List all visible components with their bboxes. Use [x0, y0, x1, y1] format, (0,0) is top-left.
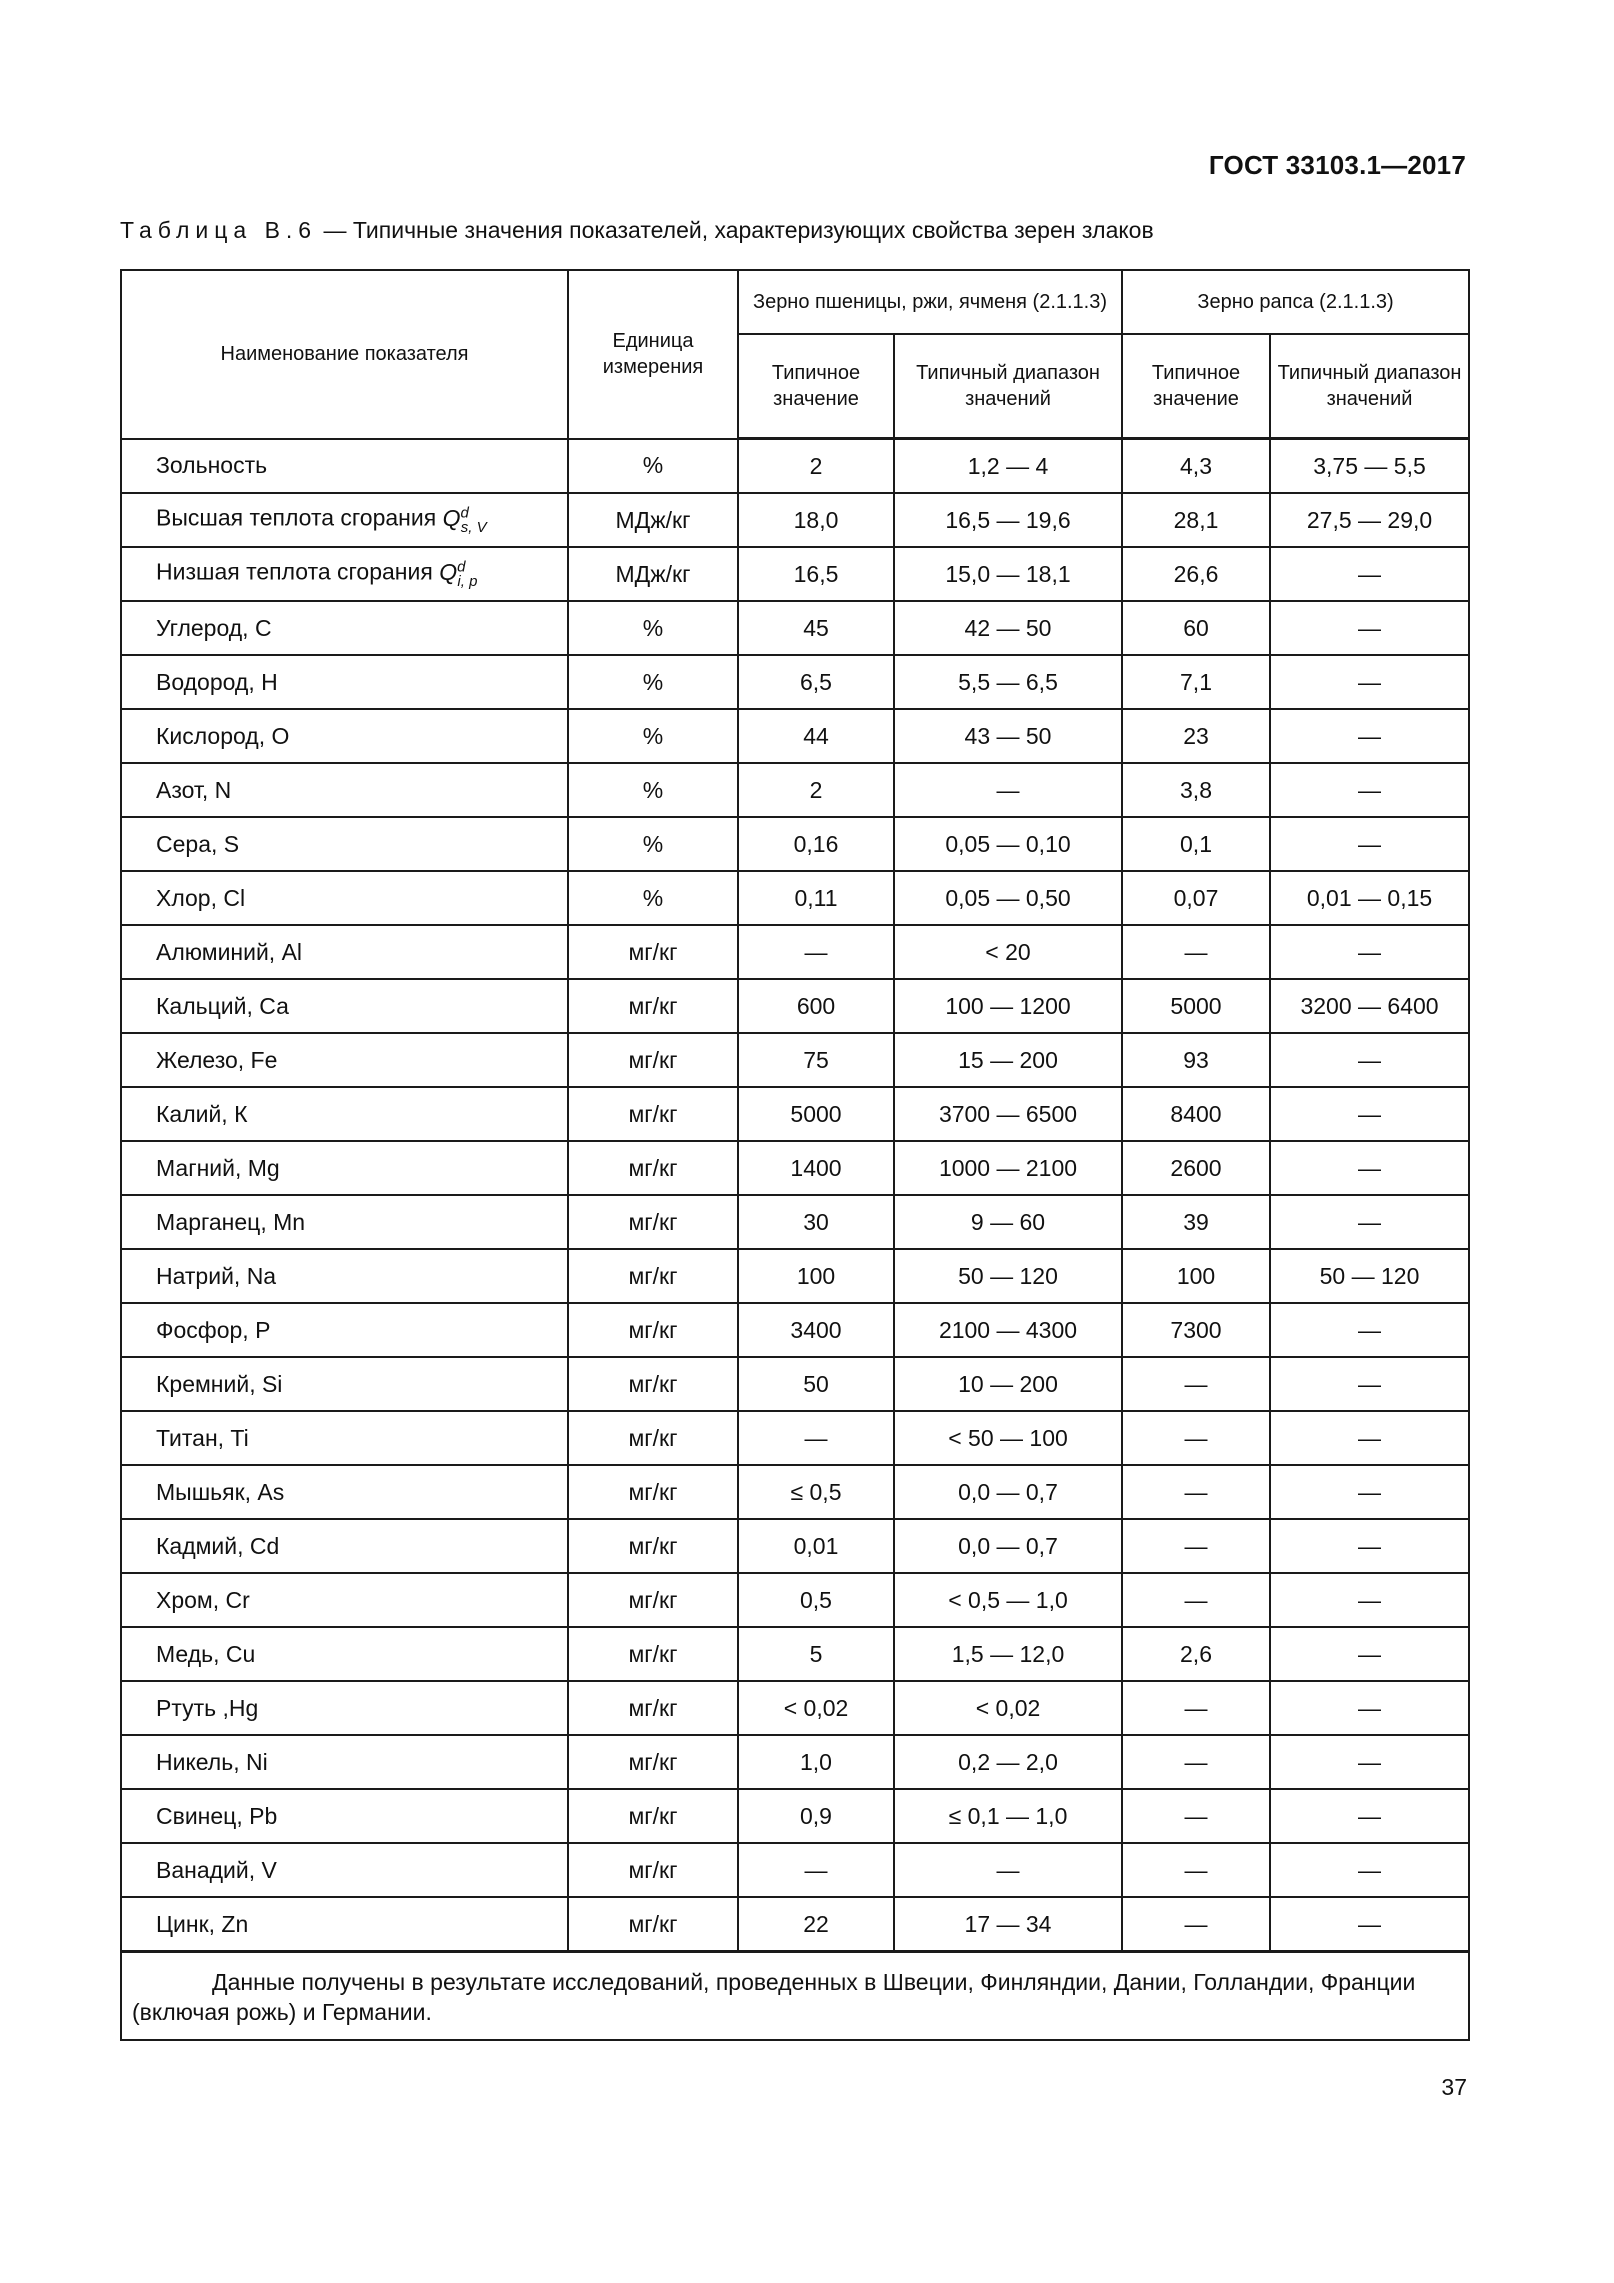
cell-rape-range: —	[1270, 1519, 1469, 1573]
table-row	[121, 601, 1469, 655]
cell-wheat-typical: 2	[738, 439, 894, 494]
cell-wheat-range: 15,0 — 18,1	[894, 547, 1122, 601]
cell-rape-typical: —	[1122, 1681, 1270, 1735]
indicator-name-text: Кислород, О	[156, 722, 290, 749]
indicator-name-text: Хром, Cr	[156, 1586, 250, 1613]
cell-unit: мг/кг	[568, 1573, 738, 1627]
indicator-name-text: Низшая теплота сгорания	[156, 559, 440, 586]
cell-rape-typical: 7300	[1122, 1303, 1270, 1357]
cell-unit: %	[568, 817, 738, 871]
cell-rape-range: —	[1270, 1357, 1469, 1411]
table-row	[121, 1303, 1469, 1357]
cell-rape-typical: 28,1	[1122, 493, 1270, 547]
indicator-name-text: Водород, Н	[156, 668, 278, 695]
indicator-name-text: Кадмий, Cd	[156, 1532, 280, 1559]
cell-unit: мг/кг	[568, 1681, 738, 1735]
page-number: 37	[1441, 2074, 1467, 2100]
cell-wheat-range: 15 — 200	[894, 1033, 1122, 1087]
cell-rape-range: 50 — 120	[1270, 1249, 1469, 1303]
cell-indicator-name	[121, 1789, 568, 1843]
cell-wheat-range: 1000 — 2100	[894, 1141, 1122, 1195]
cell-wheat-typical: 6,5	[738, 655, 894, 709]
cell-unit: %	[568, 871, 738, 925]
cell-wheat-typical: —	[738, 1411, 894, 1465]
cell-unit: %	[568, 709, 738, 763]
cell-wheat-range: —	[894, 1843, 1122, 1897]
cell-wheat-typical: 30	[738, 1195, 894, 1249]
indicator-name-text: Железо, Fe	[156, 1046, 278, 1073]
table-row	[121, 655, 1469, 709]
cell-wheat-typical: 5	[738, 1627, 894, 1681]
cell-unit: %	[568, 601, 738, 655]
table-note	[121, 1952, 1469, 2041]
cell-indicator-name	[121, 871, 568, 925]
cell-rape-range: —	[1270, 1573, 1469, 1627]
cell-wheat-typical: 0,9	[738, 1789, 894, 1843]
cell-wheat-range: —	[894, 763, 1122, 817]
cell-wheat-typical: —	[738, 925, 894, 979]
table-caption	[120, 217, 1154, 244]
cell-unit: мг/кг	[568, 1897, 738, 1952]
cell-rape-typical: —	[1122, 1735, 1270, 1789]
cell-indicator-name	[121, 655, 568, 709]
cell-rape-range: —	[1270, 709, 1469, 763]
cell-wheat-typical: 44	[738, 709, 894, 763]
table-note-row	[121, 1952, 1469, 2041]
symbol-superscript: d	[457, 558, 466, 576]
cell-unit: мг/кг	[568, 925, 738, 979]
indicator-name-text: Фосфор, Р	[156, 1316, 271, 1343]
cell-rape-range: 3200 — 6400	[1270, 979, 1469, 1033]
table-row	[121, 493, 1469, 547]
cell-rape-range: 27,5 — 29,0	[1270, 493, 1469, 547]
indicator-name-text: Мышьяк, As	[156, 1478, 285, 1505]
cell-rape-range: —	[1270, 655, 1469, 709]
cell-indicator-name	[121, 925, 568, 979]
cell-rape-typical: 0,07	[1122, 871, 1270, 925]
header-wheat-range: Типичный диапазон значений	[894, 334, 1122, 439]
table-row	[121, 1789, 1469, 1843]
cell-indicator-name	[121, 1303, 568, 1357]
cell-wheat-typical: 5000	[738, 1087, 894, 1141]
cell-unit: МДж/кг	[568, 493, 738, 547]
cell-wheat-range: 5,5 — 6,5	[894, 655, 1122, 709]
table-row	[121, 1411, 1469, 1465]
indicator-name-text: Ванадий, V	[156, 1856, 277, 1883]
cell-indicator-name	[121, 439, 568, 494]
table-row	[121, 1465, 1469, 1519]
header-group-wheat: Зерно пшеницы, ржи, ячменя (2.1.1.3)	[738, 270, 1122, 334]
cell-wheat-range: 1,2 — 4	[894, 439, 1122, 494]
cell-indicator-name	[121, 1627, 568, 1681]
cell-rape-typical: 3,8	[1122, 763, 1270, 817]
indicator-name-text: Титан, Ti	[156, 1424, 249, 1451]
indicator-name-text: Зольность	[156, 452, 268, 479]
header-unit: Единица измерения	[568, 270, 738, 439]
cell-rape-typical: 26,6	[1122, 547, 1270, 601]
table-row	[121, 1357, 1469, 1411]
table-row	[121, 1141, 1469, 1195]
cell-wheat-range: 17 — 34	[894, 1897, 1122, 1952]
cell-wheat-range: < 20	[894, 925, 1122, 979]
cell-indicator-name	[121, 817, 568, 871]
cell-rape-typical: —	[1122, 1357, 1270, 1411]
cell-rape-range: —	[1270, 1411, 1469, 1465]
cell-wheat-typical: 50	[738, 1357, 894, 1411]
cell-indicator-name	[121, 979, 568, 1033]
indicator-name-text: Цинк, Zn	[156, 1910, 249, 1937]
cell-unit: мг/кг	[568, 1789, 738, 1843]
cell-wheat-range: < 50 — 100	[894, 1411, 1122, 1465]
cell-wheat-typical: 18,0	[738, 493, 894, 547]
cell-wheat-range: 1,5 — 12,0	[894, 1627, 1122, 1681]
cell-wheat-range: 42 — 50	[894, 601, 1122, 655]
cell-unit: мг/кг	[568, 1033, 738, 1087]
cell-rape-range: 0,01 — 0,15	[1270, 871, 1469, 925]
cell-rape-typical: 7,1	[1122, 655, 1270, 709]
heat-value-symbol	[442, 504, 487, 536]
indicator-name-text: Калий, К	[156, 1100, 248, 1127]
cell-wheat-range: 43 — 50	[894, 709, 1122, 763]
cell-indicator-name	[121, 1573, 568, 1627]
cell-wheat-range: 0,0 — 0,7	[894, 1519, 1122, 1573]
table-row	[121, 1087, 1469, 1141]
table-caption-text: — Типичные значения показателей, характеризующих свойства зерен злаков	[317, 217, 1154, 243]
header-rape-typical: Типичное значение	[1122, 334, 1270, 439]
indicator-name-text: Углерод, С	[156, 614, 272, 641]
table-row	[121, 1627, 1469, 1681]
symbol-base: Q	[442, 505, 461, 532]
cell-indicator-name	[121, 1681, 568, 1735]
table-caption-label: Таблица В.6	[120, 217, 318, 243]
cell-wheat-range: 0,05 — 0,10	[894, 817, 1122, 871]
indicator-name-text: Медь, Cu	[156, 1640, 256, 1667]
cell-unit: %	[568, 763, 738, 817]
indicator-name-text: Свинец, Pb	[156, 1802, 278, 1829]
cell-rape-range: —	[1270, 1303, 1469, 1357]
table-row	[121, 763, 1469, 817]
cell-unit: мг/кг	[568, 1519, 738, 1573]
table-row	[121, 817, 1469, 871]
cell-unit: %	[568, 655, 738, 709]
cell-wheat-typical: 1400	[738, 1141, 894, 1195]
table-row	[121, 925, 1469, 979]
cell-wheat-range: 50 — 120	[894, 1249, 1122, 1303]
table-row	[121, 1843, 1469, 1897]
cell-rape-typical: —	[1122, 1465, 1270, 1519]
cell-wheat-range: 100 — 1200	[894, 979, 1122, 1033]
cell-wheat-typical: 2	[738, 763, 894, 817]
cell-wheat-typical: —	[738, 1843, 894, 1897]
cell-rape-typical: 39	[1122, 1195, 1270, 1249]
cell-rape-range: —	[1270, 817, 1469, 871]
table-row	[121, 547, 1469, 601]
cell-indicator-name	[121, 1465, 568, 1519]
cell-indicator-name	[121, 547, 568, 601]
cell-unit: мг/кг	[568, 1141, 738, 1195]
cell-rape-typical: 2600	[1122, 1141, 1270, 1195]
cell-wheat-typical: 16,5	[738, 547, 894, 601]
indicator-name-text: Магний, Mg	[156, 1154, 280, 1181]
cell-unit: мг/кг	[568, 1357, 738, 1411]
cell-indicator-name	[121, 763, 568, 817]
cell-wheat-typical: < 0,02	[738, 1681, 894, 1735]
indicator-name-text: Ртуть ,Hg	[156, 1694, 259, 1721]
cell-indicator-name	[121, 1033, 568, 1087]
symbol-superscript: d	[460, 504, 469, 522]
table-body	[121, 439, 1469, 2041]
cell-indicator-name	[121, 1195, 568, 1249]
cell-rape-typical: 5000	[1122, 979, 1270, 1033]
cell-unit: мг/кг	[568, 1411, 738, 1465]
cell-rape-typical: —	[1122, 1789, 1270, 1843]
indicator-name-text: Хлор, Cl	[156, 884, 246, 911]
cell-rape-typical: 2,6	[1122, 1627, 1270, 1681]
header-wheat-typical: Типичное значение	[738, 334, 894, 439]
cell-rape-range: —	[1270, 601, 1469, 655]
cell-wheat-range: 16,5 — 19,6	[894, 493, 1122, 547]
cell-wheat-range: ≤ 0,1 — 1,0	[894, 1789, 1122, 1843]
cell-indicator-name	[121, 1249, 568, 1303]
cell-rape-range: —	[1270, 1627, 1469, 1681]
cell-rape-typical: —	[1122, 925, 1270, 979]
cell-rape-range: —	[1270, 1681, 1469, 1735]
cell-unit: мг/кг	[568, 1465, 738, 1519]
cell-rape-range: —	[1270, 1465, 1469, 1519]
table-row	[121, 709, 1469, 763]
table-row	[121, 979, 1469, 1033]
cell-wheat-typical: 3400	[738, 1303, 894, 1357]
table-row	[121, 871, 1469, 925]
cell-rape-range: 3,75 — 5,5	[1270, 439, 1469, 494]
table-row	[121, 1519, 1469, 1573]
cell-rape-range: —	[1270, 1141, 1469, 1195]
cell-rape-range: —	[1270, 1789, 1469, 1843]
cell-wheat-range: 3700 — 6500	[894, 1087, 1122, 1141]
cell-rape-typical: 100	[1122, 1249, 1270, 1303]
cell-wheat-range: 0,2 — 2,0	[894, 1735, 1122, 1789]
cell-rape-typical: 93	[1122, 1033, 1270, 1087]
cell-unit: %	[568, 439, 738, 494]
cell-rape-typical: 4,3	[1122, 439, 1270, 494]
cell-indicator-name	[121, 1897, 568, 1952]
indicator-name-text: Сера, S	[156, 830, 240, 857]
table-note-text: Данные получены в результате исследований, проведенных в Швеции, Финляндии, Дании, Голландии, Франции (включая рожь) и Германии.	[132, 1969, 1416, 2025]
indicator-name-text: Кремний, Si	[156, 1370, 283, 1397]
cell-indicator-name	[121, 1357, 568, 1411]
cell-wheat-typical: ≤ 0,5	[738, 1465, 894, 1519]
cell-wheat-typical: 0,01	[738, 1519, 894, 1573]
cell-indicator-name	[121, 1519, 568, 1573]
cell-wheat-typical: 45	[738, 601, 894, 655]
cell-rape-range: —	[1270, 763, 1469, 817]
cell-indicator-name	[121, 493, 568, 547]
cell-wheat-range: 0,0 — 0,7	[894, 1465, 1122, 1519]
cell-rape-range: —	[1270, 1735, 1469, 1789]
cell-wheat-typical: 0,11	[738, 871, 894, 925]
cell-indicator-name	[121, 1843, 568, 1897]
cell-wheat-typical: 0,5	[738, 1573, 894, 1627]
cell-rape-typical: 23	[1122, 709, 1270, 763]
cell-indicator-name	[121, 1735, 568, 1789]
indicator-name-text: Натрий, Na	[156, 1262, 277, 1289]
cell-wheat-typical: 22	[738, 1897, 894, 1952]
cell-unit: мг/кг	[568, 1627, 738, 1681]
cell-rape-range: —	[1270, 1843, 1469, 1897]
cell-indicator-name	[121, 709, 568, 763]
cell-unit: мг/кг	[568, 1195, 738, 1249]
cell-wheat-typical: 100	[738, 1249, 894, 1303]
table-row	[121, 1897, 1469, 1952]
symbol-base: Q	[439, 559, 458, 586]
symbol-subscript: i, p	[457, 572, 478, 590]
indicator-name-text: Алюминий, Al	[156, 938, 303, 965]
indicator-name-text: Кальций, Са	[156, 992, 289, 1019]
cell-rape-range: —	[1270, 925, 1469, 979]
table-row	[121, 1249, 1469, 1303]
indicator-name-text: Азот, N	[156, 776, 232, 803]
table-row	[121, 439, 1469, 494]
table-row	[121, 1573, 1469, 1627]
cell-unit: мг/кг	[568, 1249, 738, 1303]
document-code: ГОСТ 33103.1—2017	[1208, 150, 1466, 180]
table-row	[121, 1033, 1469, 1087]
header-rape-range: Типичный диапазон значений	[1270, 334, 1469, 439]
cell-indicator-name	[121, 601, 568, 655]
cell-indicator-name	[121, 1087, 568, 1141]
table-row	[121, 1681, 1469, 1735]
cell-unit: мг/кг	[568, 1843, 738, 1897]
cell-unit: МДж/кг	[568, 547, 738, 601]
indicator-name-text: Высшая теплота сгорания	[156, 505, 443, 532]
cell-rape-typical: —	[1122, 1573, 1270, 1627]
table-row	[121, 1735, 1469, 1789]
cell-rape-typical: 0,1	[1122, 817, 1270, 871]
cell-rape-typical: 8400	[1122, 1087, 1270, 1141]
cell-rape-typical: —	[1122, 1843, 1270, 1897]
cell-wheat-typical: 75	[738, 1033, 894, 1087]
symbol-subscript: s, V	[460, 518, 487, 536]
cell-rape-range: —	[1270, 547, 1469, 601]
cell-rape-typical: —	[1122, 1519, 1270, 1573]
cell-wheat-typical: 0,16	[738, 817, 894, 871]
table-row	[121, 1195, 1469, 1249]
header-group-rapeseed: Зерно рапса (2.1.1.3)	[1122, 270, 1469, 334]
properties-table	[120, 269, 1470, 2041]
header-indicator-name: Наименование показателя	[121, 270, 568, 439]
cell-unit: мг/кг	[568, 1303, 738, 1357]
cell-unit: мг/кг	[568, 1735, 738, 1789]
cell-wheat-range: 9 — 60	[894, 1195, 1122, 1249]
indicator-name-text: Марганец, Mn	[156, 1208, 306, 1235]
cell-indicator-name	[121, 1411, 568, 1465]
cell-indicator-name	[121, 1141, 568, 1195]
cell-rape-typical: —	[1122, 1411, 1270, 1465]
cell-wheat-range: 10 — 200	[894, 1357, 1122, 1411]
cell-rape-typical: —	[1122, 1897, 1270, 1952]
cell-rape-range: —	[1270, 1897, 1469, 1952]
cell-wheat-range: < 0,02	[894, 1681, 1122, 1735]
cell-rape-range: —	[1270, 1195, 1469, 1249]
cell-wheat-range: < 0,5 — 1,0	[894, 1573, 1122, 1627]
cell-rape-range: —	[1270, 1087, 1469, 1141]
cell-wheat-typical: 600	[738, 979, 894, 1033]
cell-wheat-range: 2100 — 4300	[894, 1303, 1122, 1357]
cell-wheat-typical: 1,0	[738, 1735, 894, 1789]
cell-unit: мг/кг	[568, 1087, 738, 1141]
cell-unit: мг/кг	[568, 979, 738, 1033]
heat-value-symbol	[439, 558, 478, 590]
indicator-name-text: Никель, Ni	[156, 1748, 268, 1775]
cell-wheat-range: 0,05 — 0,50	[894, 871, 1122, 925]
cell-rape-range: —	[1270, 1033, 1469, 1087]
cell-rape-typical: 60	[1122, 601, 1270, 655]
